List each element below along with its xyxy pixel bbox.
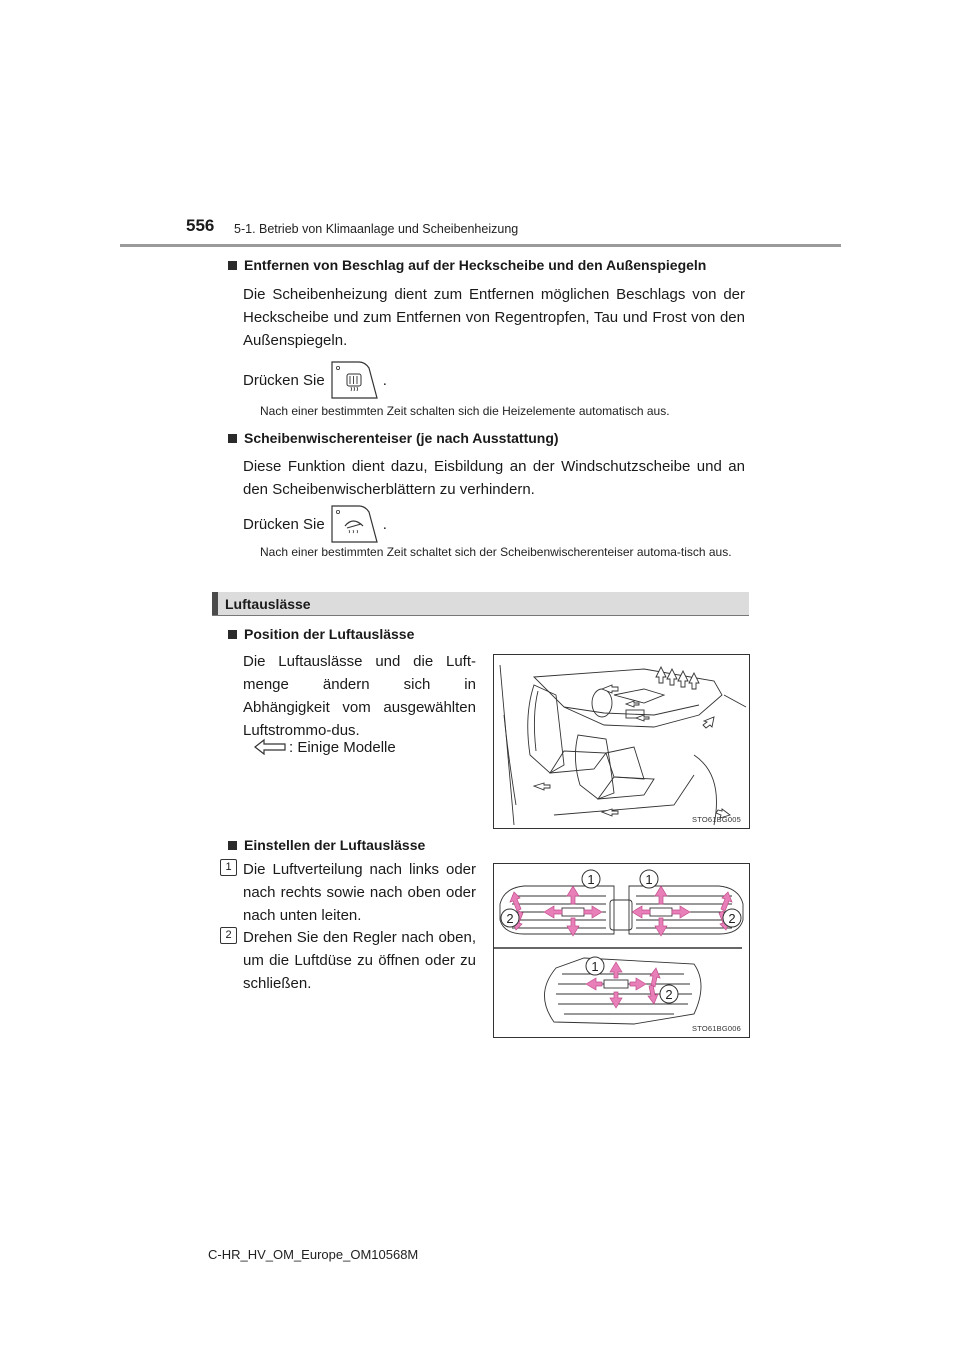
- section-heading-text: Entfernen von Beschlag auf der Heckscheibe und den Außenspiegeln: [244, 257, 707, 273]
- wiper-press-line: [243, 504, 543, 544]
- square-bullet-icon: [228, 261, 237, 270]
- header-divider: [120, 244, 841, 247]
- wiper-body: Diese Funktion dient dazu, Eisbildung an der Windschutzscheibe und an den Scheibenwischerblättern zu verhindern.: [243, 458, 745, 498]
- square-bullet-icon: [228, 630, 237, 639]
- callout-2: 2: [506, 911, 514, 926]
- callout-1: 1: [591, 959, 599, 974]
- section-heading-text: Scheibenwischerenteiser (je nach Ausstattung): [244, 430, 559, 446]
- figure-code: STO61BG006: [692, 1024, 741, 1033]
- rear-defogger-button-icon: [329, 360, 379, 400]
- adjust-step-2-text: Drehen Sie den Regler nach oben, um die Luftdüse zu öffnen oder zu schließen.: [243, 929, 476, 992]
- chapter-title: 5-1. Betrieb von Klimaanlage und Scheibenheizung: [234, 222, 519, 236]
- press-label: Drücken Sie: [243, 371, 325, 389]
- square-bullet-icon: [228, 841, 237, 850]
- callout-2: 2: [728, 911, 736, 926]
- section-heading-position: [228, 626, 488, 642]
- section-heading-text: Position der Luftauslässe: [244, 626, 415, 642]
- section-band-air-outlets: Luftauslässe: [212, 592, 749, 616]
- outline-arrow-icon: [253, 738, 287, 756]
- step-number-2: 2: [220, 927, 237, 944]
- wiper-deicer-button-icon: [329, 504, 379, 544]
- car-interior-illustration: [494, 655, 749, 828]
- defog-body: Die Scheibenheizung dient zum Entfernen möglichen Beschlags von der Heckscheibe und zum Entfernen von Regentropfen, Tau und Frost von den Außenspiegeln.: [243, 286, 745, 349]
- callout-2: 2: [665, 987, 673, 1002]
- figure-code: STO61BG005: [692, 815, 741, 824]
- document-id: C-HR_HV_OM_Europe_OM10568M: [208, 1247, 419, 1262]
- callout-1: 1: [587, 872, 595, 887]
- legend-some-models: [253, 738, 396, 756]
- press-end: .: [382, 371, 387, 389]
- figure-vent-adjustment: [493, 863, 750, 1038]
- position-body: Die Luftauslässe und die Luft-menge ändern sich in Abhängigkeit vom ausgewählten Luftstrommo-dus.: [243, 653, 476, 739]
- press-end: .: [382, 515, 387, 533]
- vent-adjustment-illustration: [494, 864, 749, 1037]
- section-heading-adjust: [228, 837, 488, 853]
- section-heading-text: Einstellen der Luftauslässe: [244, 837, 426, 853]
- defog-press-line: [243, 360, 543, 400]
- band-underline: [212, 615, 749, 616]
- square-bullet-icon: [228, 434, 237, 443]
- callout-1: 1: [645, 872, 653, 887]
- wiper-note: Nach einer bestimmten Zeit schaltet sich der Scheibenwischerenteiser automa-tisch aus.: [260, 545, 732, 559]
- step-number-1: 1: [220, 859, 237, 876]
- adjust-step-1-text: Die Luftverteilung nach links oder nach rechts sowie nach oben oder nach unten leiten.: [243, 861, 476, 924]
- figure-air-outlet-positions: [493, 654, 750, 829]
- section-heading-defog: [228, 257, 758, 273]
- section-heading-wiper: [228, 430, 758, 446]
- defog-note: Nach einer bestimmten Zeit schalten sich die Heizelemente automatisch aus.: [260, 404, 670, 418]
- press-label: Drücken Sie: [243, 515, 325, 533]
- legend-text: : Einige Modelle: [289, 738, 396, 756]
- page-number: 556: [186, 216, 215, 235]
